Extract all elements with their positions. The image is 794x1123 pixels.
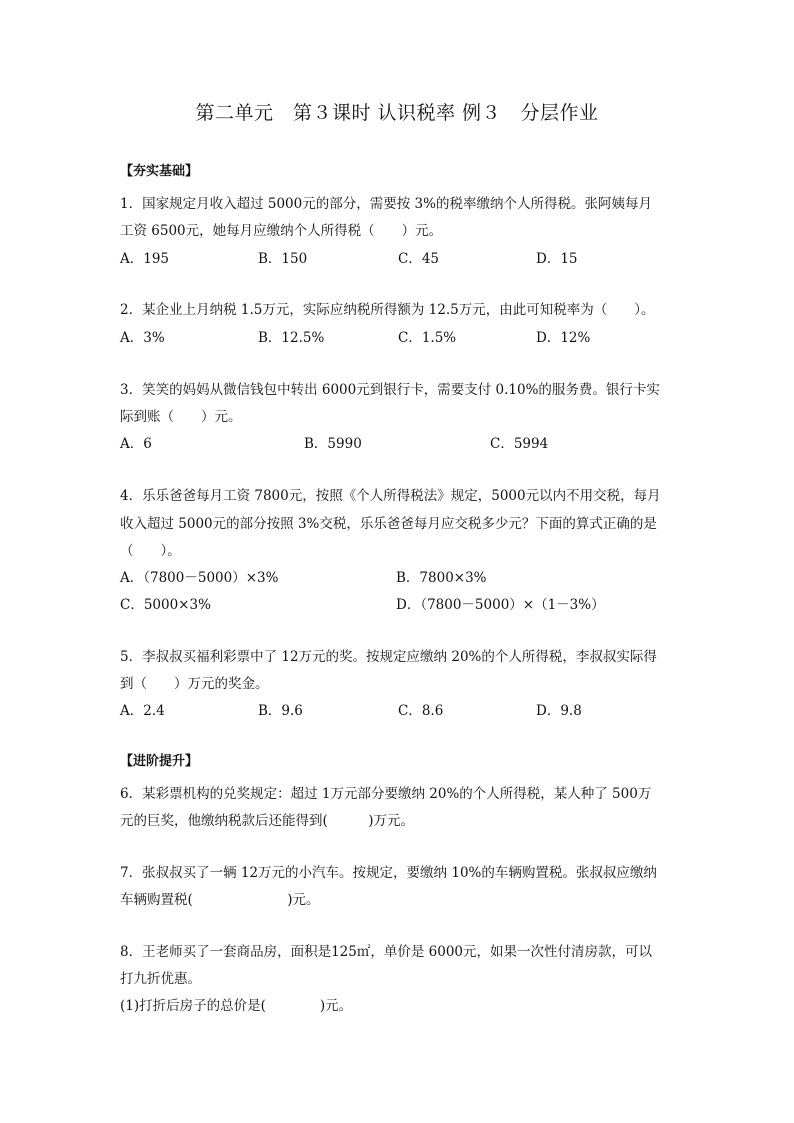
question-5-options	[120, 699, 680, 719]
question-8-line-1: 8．王老师买了一套商品房，面积是125㎡，单价是 6000元，如果一次性付清房款，可以	[120, 944, 653, 960]
option-a: A．（7800－5000）×3%	[120, 570, 279, 586]
option-b: B．9.6	[258, 703, 303, 719]
option-d: D．15	[536, 251, 578, 267]
question-4-line-2: 收入超过 5000元的部分按照 3%交税，乐乐爸爸每月应交税多少元？下面的算式正确的是	[120, 516, 657, 532]
question-3-line-1: 3．笑笑的妈妈从微信钱包中转出 6000元到银行卡，需要支付 0.10%的服务费。银行卡实	[120, 382, 660, 398]
option-b: B．5990	[304, 436, 362, 452]
option-c: C．45	[398, 251, 440, 267]
option-a: A．195	[120, 251, 170, 267]
question-2-line-1: 2．某企业上月纳税 1.5万元，实际应纳税所得额为 12.5万元，由此可知税率为（ ）。	[120, 302, 655, 318]
question-3-options	[120, 432, 680, 452]
question-4-options-row-2	[120, 593, 680, 613]
option-d: D．12%	[536, 330, 591, 346]
option-b: B．150	[258, 251, 308, 267]
option-c: C．5994	[490, 436, 549, 452]
question-5-line-2: 到（ ）万元的奖金。	[120, 676, 269, 692]
option-a: A．3%	[120, 330, 165, 346]
question-8-sub-1: (1)打折后房子的总价是( )元。	[120, 998, 353, 1014]
option-c: C．1.5%	[398, 330, 457, 346]
section-heading-advanced: 【进阶提升】	[120, 754, 199, 769]
question-1-line-2: 工资 6500元，她每月应缴纳个人所得税（ ）元。	[120, 223, 443, 239]
option-c: C．8.6	[398, 703, 444, 719]
option-b: B．12.5%	[258, 330, 325, 346]
option-a: A．2.4	[120, 703, 165, 719]
option-a: A．6	[120, 436, 152, 452]
option-d: D．（7800－5000）×（1－3%）	[396, 597, 605, 613]
option-b: B．7800×3%	[396, 570, 487, 586]
question-1-line-1: 1．国家规定月收入超过 5000元的部分，需要按 3%的税率缴纳个人所得税。张阿姨每月	[120, 196, 652, 212]
section-heading-basic: 【夯实基础】	[120, 164, 199, 179]
question-7-line-1: 7．张叔叔买了一辆 12万元的小汽车。按规定，要缴纳 10%的车辆购置税。张叔叔应缴纳	[120, 865, 657, 881]
option-c: C．5000×3%	[120, 597, 211, 613]
question-6-line-1: 6．某彩票机构的兑奖规定：超过 1万元部分要缴纳 20%的个人所得税，某人种了 500万	[120, 786, 652, 802]
question-4-line-1: 4．乐乐爸爸每月工资 7800元，按照《个人所得税法》规定，5000元以内不用交税，每月	[120, 488, 661, 504]
question-2-options	[120, 326, 680, 346]
question-1-options	[120, 247, 680, 267]
question-4-options-row-1	[120, 566, 680, 586]
question-7-line-2: 车辆购置税( )元。	[120, 892, 320, 908]
option-d: D．9.8	[536, 703, 582, 719]
question-3-line-2: 际到账（ ）元。	[120, 409, 242, 425]
question-4-line-3: （ ）。	[120, 543, 181, 559]
question-5-line-1: 5．李叔叔买福利彩票中了 12万元的奖。按规定应缴纳 20%的个人所得税，李叔叔实际得	[120, 649, 657, 665]
page-title: 第二单元 第３课时 认识税率 例３ 分层作业	[195, 102, 599, 124]
question-6-line-2: 元的巨奖，他缴纳税款后还能得到( )万元。	[120, 813, 415, 829]
question-8-line-2: 打九折优惠。	[120, 971, 201, 987]
